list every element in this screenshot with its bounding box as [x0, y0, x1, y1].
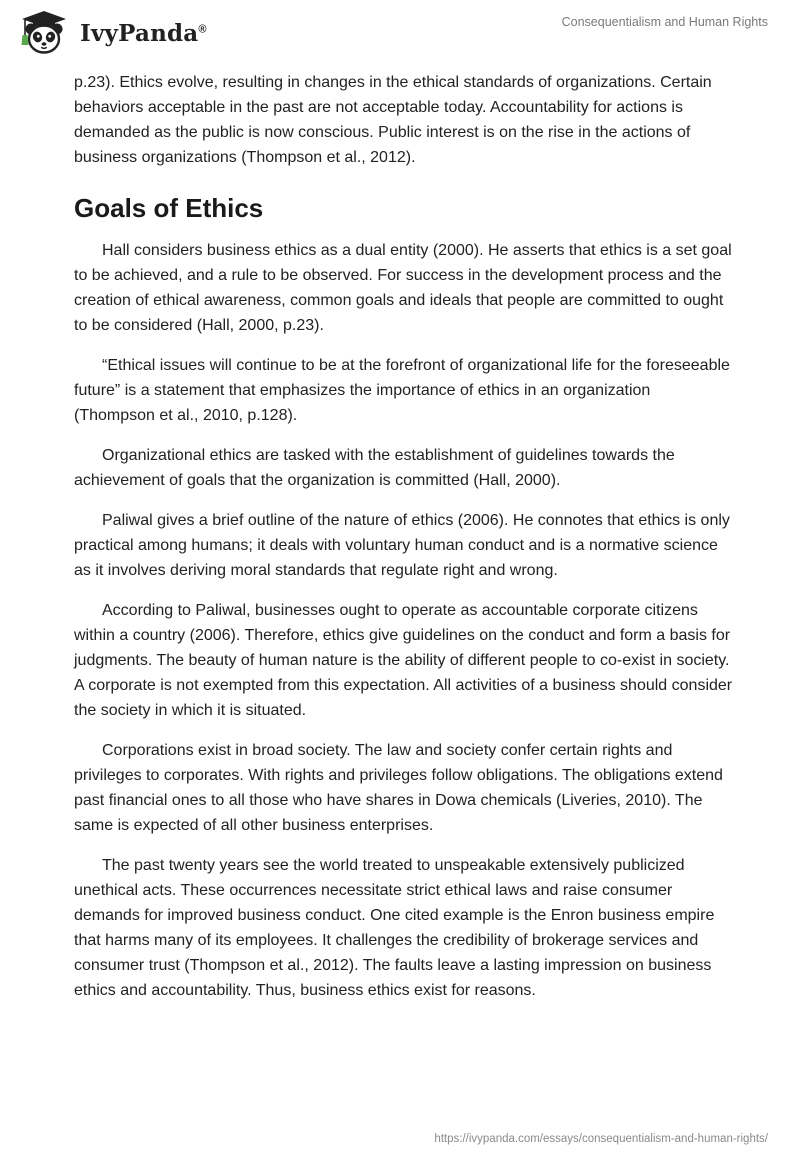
running-title: Consequentialism and Human Rights [561, 15, 768, 29]
paragraph: Corporations exist in broad society. The law and society confer certain rights and privileges to corporates. With rights and privileges follow obligations. The obligations extend past financial ones to all those who have shares in Dowa chemicals (Liveries, 2010). The same is expected of all other business enterprises. [74, 742, 723, 834]
panda-graduate-icon [14, 8, 74, 56]
paragraph: Organizational ethics are tasked with the establishment of guidelines towards the achievement of goals that the organization is committed (Hall, 2000). [74, 447, 675, 489]
paragraph: Hall considers business ethics as a dual entity (2000). He asserts that ethics is a set goal to be achieved, and a rule to be observed. For success in the development process and the creation of ethical awareness, common goals and ideals that people are committed to ought to be considered (Hall, 2000, p.23). [74, 242, 732, 334]
paragraph: “Ethical issues will continue to be at the forefront of organizational life for the foreseeable future” is a statement that emphasizes the importance of ethics in an organization (Thompson et al., 2010, p.128). [74, 357, 730, 424]
paragraph: Paliwal gives a brief outline of the nature of ethics (2006). He connotes that ethics is only practical among humans; it deals with voluntary human conduct and is a normative science as it involves deriving moral standards that regulate right and wrong. [74, 512, 730, 579]
paragraph: The past twenty years see the world treated to unspeakable extensively publicized unethical acts. These occurrences necessitate strict ethical laws and raise consumer demands for improved business conduct. One cited example is the Enron business empire that harms many of its employees. It challenges the credibility of brokerage services and consumer trust (Thompson et al., 2012). The faults leave a lasting impression on business ethics and accountability. Thus, business ethics exist for reasons. [74, 857, 715, 999]
paragraph: According to Paliwal, businesses ought to operate as accountable corporate citizens within a country (2006). Therefore, ethics give guidelines on the conduct and form a basis for judgments. The beauty of human nature is the ability of different people to co-exist in society. A corporate is not exempted from this expectation. All activities of a business should consider the society in which it is situated. [74, 602, 733, 719]
logo-wordmark: IvyPanda® [80, 19, 207, 47]
paragraph-continued: p.23). Ethics evolve, resulting in changes in the ethical standards of organizations. Certain behaviors acceptable in the past are not acceptable today. Accountability for actions is demanded as the public is now conscious. Public interest is on the rise in the actions of business organizations (Thompson et al., 2012). [74, 74, 712, 166]
section-heading: Goals of Ethics [74, 193, 264, 223]
page-header [0, 0, 800, 70]
essay-content [74, 70, 734, 1018]
ivypanda-logo[interactable] [14, 8, 207, 56]
source-url[interactable]: https://ivypanda.com/essays/consequentialism-and-human-rights/ [434, 1133, 768, 1145]
